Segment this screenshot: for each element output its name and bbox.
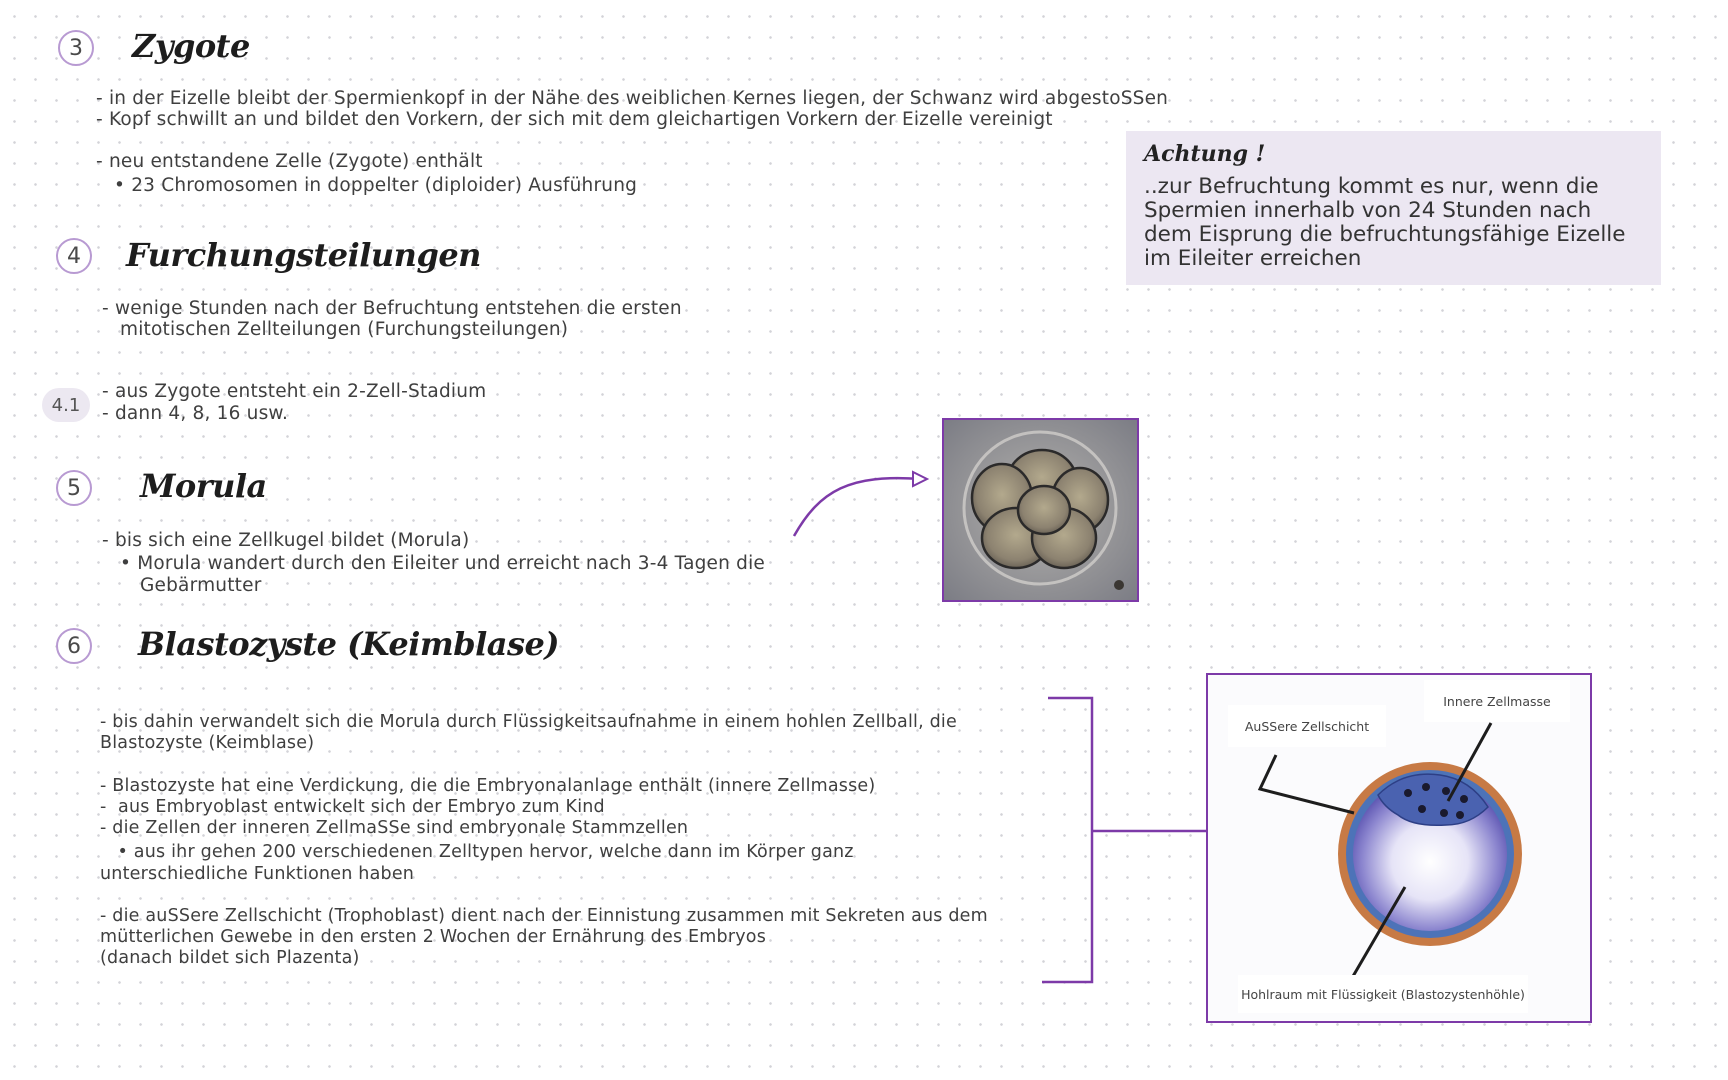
text-line: - neu entstandene Zelle (Zygote) enthält [96,151,483,172]
text-line: mitotischen Zellteilungen (Furchungsteilungen) [120,319,569,340]
section-title-zygote: Zygote [132,27,250,65]
note-title: Achtung ! [1144,141,1266,167]
text-line: - aus Zygote entsteht ein 2-Zell-Stadium [102,381,487,402]
note-line: im Eileiter erreichen [1144,246,1362,271]
text-line: Blastozyste (Keimblase) [100,733,315,753]
text-line: - Blastozyste hat eine Verdickung, die die Embryonalanlage enthält (innere Zellmasse) [100,776,876,796]
section-number-badge: 4 [56,238,92,274]
text-line: • 23 Chromosomen in doppelter (diploider) Ausführung [114,175,638,196]
text-line: - dann 4, 8, 16 usw. [102,403,289,424]
label-cavity: Hohlraum mit Flüssigkeit (Blastozystenhöhle) [1238,975,1528,1013]
text-line: Gebärmutter [140,575,262,596]
text-line: • Morula wandert durch den Eileiter und erreicht nach 3-4 Tagen die [120,553,766,574]
text-line: mütterlichen Gewebe in den ersten 2 Wochen der Ernährung des Embryos [100,927,767,947]
section-title-morula: Morula [140,467,267,505]
note-line: dem Eisprung die befruchtungsfähige Eizelle [1144,222,1626,247]
section-number-badge: 6 [56,628,92,664]
morula-cells-image [944,420,1137,600]
label-inner-cell-mass: Innere Zellmasse [1424,680,1570,722]
text-line: - wenige Stunden nach der Befruchtung entstehen die ersten [102,298,682,319]
text-line: - bis sich eine Zellkugel bildet (Morula) [102,530,470,551]
text-line: - in der Eizelle bleibt der Spermienkopf in der Nähe des weiblichen Kernes liegen, der Schwanz wird abgestoSSen [96,88,1169,109]
section-number-badge: 5 [56,470,92,506]
attention-note [1126,131,1661,285]
text-line: - aus Embryoblast entwickelt sich der Embryo zum Kind [100,797,605,817]
text-line: • aus ihr gehen 200 verschiedenen Zelltypen hervor, welche dann im Körper ganz [106,842,854,862]
text-line: unterschiedliche Funktionen haben [100,864,415,884]
section-title-furchungsteilungen: Furchungsteilungen [126,236,481,274]
text-line: - die auSSere Zellschicht (Trophoblast) dient nach der Einnistung zusammen mit Sekreten aus dem [100,906,988,926]
note-body [1144,175,1626,271]
section-number-badge: 3 [58,30,94,66]
subsection-badge: 4.1 [42,388,90,422]
curved-arrow-icon [780,460,940,550]
text-line: (danach bildet sich Plazenta) [100,948,360,968]
bracket-connector [1040,690,1210,990]
section-title-blastozyste: Blastozyste (Keimblase) [138,625,560,663]
note-line: Spermien innerhalb von 24 Stunden nach [1144,198,1592,223]
label-outer-cell-layer: AuSSere Zellschicht [1228,705,1386,747]
text-line: - die Zellen der inneren ZellmaSSe sind embryonale Stammzellen [100,818,689,838]
text-line: - bis dahin verwandelt sich die Morula durch Flüssigkeitsaufnahme in einem hohlen Zellball, die [100,712,957,732]
text-line: - Kopf schwillt an und bildet den Vorkern, der sich mit dem gleichartigen Vorkern der Eizelle vereinigt [96,109,1053,130]
note-line: ..zur Befruchtung kommt es nur, wenn die [1144,174,1599,199]
blastocyst-diagram [1206,673,1592,1023]
morula-photo [942,418,1139,602]
